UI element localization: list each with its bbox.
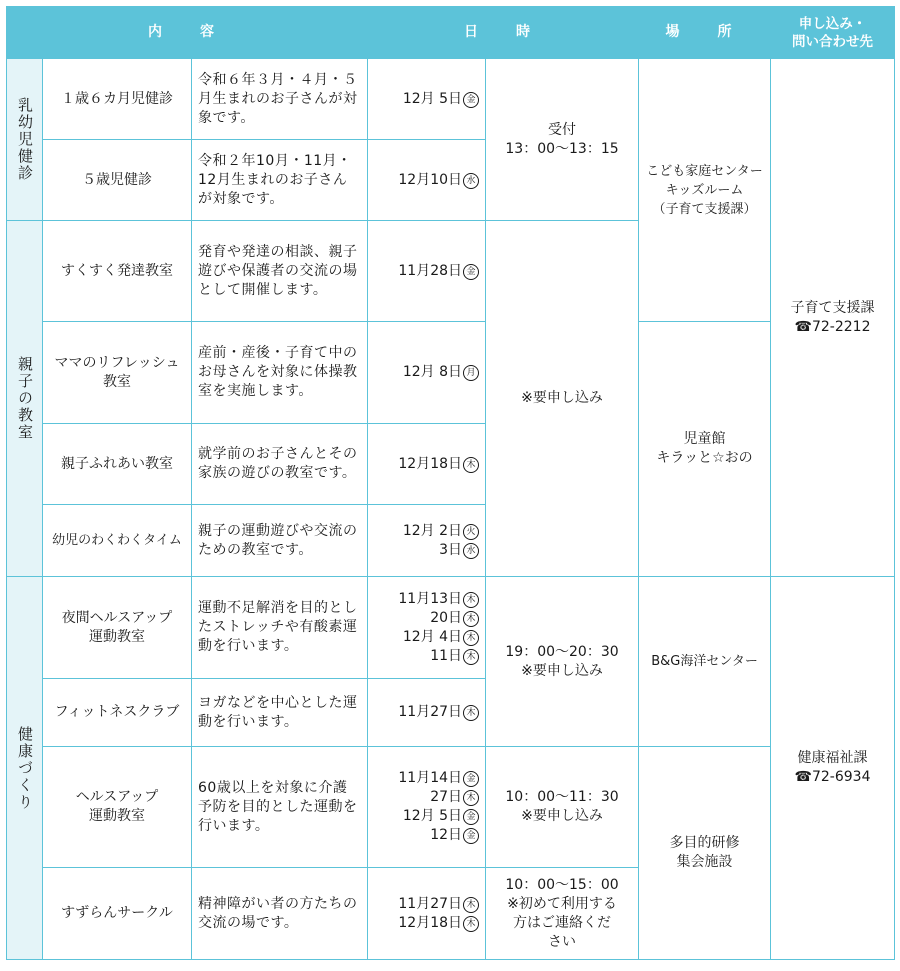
row-dates	[368, 747, 486, 868]
cell-line: 健康福祉課	[797, 750, 868, 766]
place-tamokuteki	[639, 747, 771, 960]
row-name	[43, 868, 192, 960]
weekday-badge: 木	[463, 705, 479, 721]
event-name-line: 幼児のわくわくタイム	[52, 533, 182, 548]
event-name-line: 教室	[103, 373, 131, 390]
date-text: 12月10日	[398, 171, 463, 188]
date-entry	[374, 522, 479, 541]
cell-line: 10：00～11：30	[505, 789, 619, 805]
date-text: 11月27日	[398, 895, 463, 912]
date-text: 3日	[439, 541, 463, 558]
event-name-line: ヘルスアップ	[75, 789, 159, 805]
category-health: 健康づくり	[7, 577, 43, 960]
date-text: 11月27日	[398, 704, 463, 720]
date-entry	[374, 914, 479, 933]
weekday-badge: 金	[463, 771, 479, 787]
row-dates	[368, 424, 486, 505]
weekday-badge: 木	[463, 611, 479, 627]
time-morning	[486, 747, 639, 868]
header-datetime: 日 時	[368, 7, 639, 59]
cell-line: 多目的研修	[669, 835, 740, 851]
weekday-badge: 金	[463, 92, 479, 108]
event-schedule-table	[6, 6, 895, 960]
event-name-line: フィットネスクラブ	[54, 704, 180, 720]
time-suzuran	[486, 868, 639, 960]
table-row	[7, 59, 895, 140]
weekday-badge: 金	[463, 809, 479, 825]
contact-kenko	[771, 577, 895, 960]
cell-line: 方はご連絡くだ	[513, 914, 612, 931]
row-dates	[368, 221, 486, 322]
row-name	[43, 59, 192, 140]
date-entry	[374, 90, 479, 109]
weekday-badge: 木	[463, 897, 479, 913]
cell-line: ※要申し込み	[521, 662, 603, 679]
weekday-badge: 木	[463, 916, 479, 932]
cell-line: ☎72-6934	[794, 769, 871, 785]
row-name	[43, 747, 192, 868]
header-place: 場 所	[639, 7, 771, 59]
category-infant-checkup: 乳幼児健診	[7, 59, 43, 221]
header-content: 内 容	[7, 7, 368, 59]
row-dates	[368, 322, 486, 424]
date-text: 12月18日	[398, 455, 463, 472]
cell-line: ※要申し込み	[521, 808, 603, 824]
cell-line: 児童館	[683, 431, 726, 447]
row-description: 就学前のお子さんとその家族の遊びの教室です。	[192, 424, 368, 505]
weekday-badge: 金	[463, 828, 479, 844]
date-text: 11月13日	[398, 590, 463, 607]
row-description: 産前・産後・子育て中のお母さんを対象に体操教室を実施します。	[192, 322, 368, 424]
cell-line: 子育て支援課	[790, 299, 875, 316]
date-entry	[374, 363, 479, 382]
row-name	[43, 577, 192, 679]
cell-line: ☎72-2212	[794, 318, 871, 335]
table-row	[7, 747, 895, 868]
row-dates	[368, 505, 486, 577]
weekday-badge: 水	[463, 173, 479, 189]
weekday-badge: 木	[463, 457, 479, 473]
date-text: 11月28日	[398, 262, 463, 279]
row-name	[43, 505, 192, 577]
cell-line: B&G海洋センター	[651, 654, 758, 669]
category-parent-class: 親子の教室	[7, 221, 43, 577]
time-evening	[486, 577, 639, 747]
row-dates	[368, 577, 486, 679]
row-dates	[368, 140, 486, 221]
weekday-badge: 水	[463, 543, 479, 559]
weekday-badge: 月	[463, 365, 479, 381]
event-name-line: 運動教室	[89, 808, 145, 824]
row-description: 親子の運動遊びや交流のための教室です。	[192, 505, 368, 577]
cell-line: （子育て支援課）	[652, 201, 757, 217]
date-entry	[374, 609, 479, 628]
row-dates	[368, 59, 486, 140]
date-entry	[374, 541, 479, 560]
date-text: 11月14日	[398, 770, 463, 786]
row-name	[43, 221, 192, 322]
row-name	[43, 424, 192, 505]
place-kids-room	[639, 59, 771, 322]
row-description: 運動不足解消を目的としたストレッチや有酸素運動を行います。	[192, 577, 368, 679]
cell-line: 19：00～20：30	[505, 643, 619, 660]
date-text: 12月 5日	[402, 808, 463, 824]
date-entry	[374, 703, 479, 722]
date-entry	[374, 171, 479, 190]
event-name-line: 親子ふれあい教室	[61, 455, 173, 472]
time-apply-required	[486, 221, 639, 577]
date-entry	[374, 628, 479, 647]
event-name-line: ５歳児健診	[82, 171, 152, 188]
row-description: 令和２年10月・11月・12月生まれのお子さんが対象です。	[192, 140, 368, 221]
date-entry	[374, 590, 479, 609]
weekday-badge: 木	[463, 790, 479, 806]
date-text: 12月 8日	[402, 364, 463, 380]
contact-kosodate	[771, 59, 895, 577]
date-entry	[374, 807, 479, 826]
row-description: 60歳以上を対象に介護予防を目的とした運動を行います。	[192, 747, 368, 868]
cell-line: ※初めて利用する	[507, 895, 617, 912]
header-contact: 申し込み・ 問い合わせ先	[771, 7, 895, 59]
weekday-badge: 火	[463, 524, 479, 540]
cell-line: ※要申し込み	[521, 390, 603, 406]
row-dates	[368, 868, 486, 960]
table-row	[7, 577, 895, 679]
table-row	[7, 322, 895, 424]
date-text: 12月 4日	[402, 628, 463, 645]
date-text: 20日	[430, 609, 463, 626]
event-name-line: すずらんサークル	[61, 905, 173, 921]
row-name	[43, 679, 192, 747]
row-description: 発育や発達の相談、親子遊びや保護者の交流の場として開催します。	[192, 221, 368, 322]
place-bg-center	[639, 577, 771, 747]
date-entry	[374, 788, 479, 807]
weekday-badge: 木	[463, 649, 479, 665]
date-text: 11日	[430, 647, 463, 664]
cell-line: さい	[548, 933, 577, 950]
time-checkup	[486, 59, 639, 221]
date-text: 12月 2日	[402, 522, 463, 539]
date-entry	[374, 769, 479, 788]
event-name-line: 運動教室	[89, 628, 145, 645]
event-name-line: １歳６カ月児健診	[61, 90, 173, 107]
weekday-badge: 木	[463, 592, 479, 608]
row-description: ヨガなどを中心とした運動を行います。	[192, 679, 368, 747]
date-entry	[374, 262, 479, 281]
date-text: 27日	[430, 789, 463, 805]
date-text: 12月 5日	[402, 90, 463, 107]
row-description: 令和６年３月・４月・５月生まれのお子さんが対象です。	[192, 59, 368, 140]
row-name	[43, 322, 192, 424]
cell-line: 10：00～15：00	[505, 876, 619, 893]
cell-line: こども家庭センター	[646, 163, 763, 179]
place-jidokan	[639, 322, 771, 577]
weekday-badge: 木	[463, 630, 479, 646]
cell-line: 集会施設	[676, 854, 733, 870]
date-text: 12月18日	[398, 914, 463, 931]
cell-line: 13：00～13：15	[505, 140, 619, 157]
row-name	[43, 140, 192, 221]
row-description: 精神障がい者の方たちの交流の場です。	[192, 868, 368, 960]
event-name-line: ママのリフレッシュ	[54, 354, 180, 371]
cell-line: キラッと☆おの	[656, 450, 753, 466]
date-entry	[374, 647, 479, 666]
date-entry	[374, 455, 479, 474]
date-entry	[374, 826, 479, 845]
event-name-line: すくすく発達教室	[61, 262, 173, 279]
cell-line: キッズルーム	[665, 182, 744, 198]
row-dates	[368, 679, 486, 747]
cell-line: 受付	[548, 121, 577, 138]
event-name-line: 夜間ヘルスアップ	[61, 609, 173, 626]
date-text: 12日	[430, 827, 463, 843]
date-entry	[374, 895, 479, 914]
weekday-badge: 金	[463, 264, 479, 280]
